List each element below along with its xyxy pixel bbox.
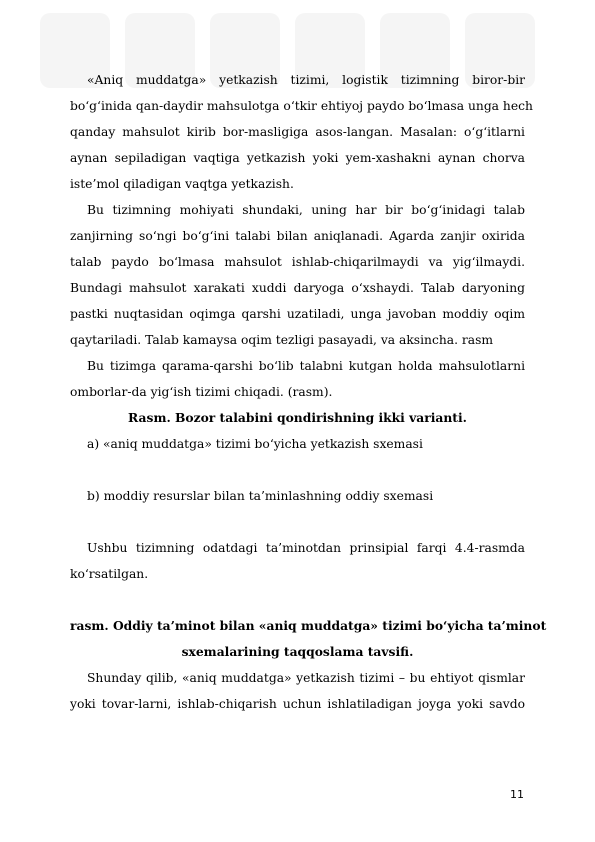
text-line: talab paydo bo‘lmasa mahsulot ishlab-chiqarilmaydi va yig‘ilmaydi. [70,255,525,269]
text-line: yoki tovar-larni, ishlab-chiqarish uchun ishlatiladigan joyga yoki savdo [70,697,525,711]
text-line: Bundagi mahsulot xarakati xuddi daryoga o‘xshaydi. Talab daryoning [70,281,525,295]
text-line: Ushbu tizimning odatdagi ta’minotdan prinsipial farqi 4.4-rasmda [87,541,525,555]
text-line: iste’mol qiladigan vaqtga yetkazish. [70,177,294,191]
text-line: a) «aniq muddatga» tizimi bo‘yicha yetkazish sxemasi [87,437,423,451]
text-line: qanday mahsulot kirib bor-masligiga asos-langan. Masalan: o‘g‘itlarni [70,125,525,139]
text-line: omborlar-da yig‘ish tizimi chiqadi. (rasm). [70,385,333,399]
text-line: Shunday qilib, «aniq muddatga» yetkazish tizimi – bu ehtiyot qismlar [87,671,525,685]
text-line: aynan sepiladigan vaqtiga yetkazish yoki yem-xashakni aynan chorva [70,151,525,165]
text-line: qaytariladi. Talab kamaysa oqim tezligi pasayadi, va aksincha. rasm [70,333,494,347]
text-line: Bu tizimning mohiyati shundaki, uning har bir bo‘g‘inidagi talab [87,203,525,217]
text-line: «Aniq muddatga» yetkazish tizimi, logistik tizimning biror-bir [87,73,525,87]
text-line: sxemalarining taqqoslama tavsifi. [181,644,414,659]
page-number: 11 [510,788,524,801]
text-line: Rasm. Bozor talabini qondirishning ikki varianti. [128,410,467,425]
text-line: Bu tizimga qarama-qarshi bo‘lib talabni kutgan holda mahsulotlarni [87,359,525,373]
text-line: b) moddiy resurslar bilan ta’minlashning oddiy sxemasi [87,489,434,503]
text-line: ko‘rsatilgan. [70,567,149,581]
text-line: bo‘g‘inida qan-daydir mahsulotga o‘tkir ehtiyoj paydo bo‘lmasa unga hech [70,99,533,113]
text-line: pastki nuqtasidan oqimga qarshi uzatiladi, unga javoban moddiy oqim [70,307,525,321]
text-line: zanjirning so‘ngi bo‘g‘ini talabi bilan aniqlanadi. Agarda zanjir oxirida [70,229,525,243]
text-line: rasm. Oddiy ta’minot bilan «aniq muddatga» tizimi bo‘yicha ta’minot [70,618,547,633]
